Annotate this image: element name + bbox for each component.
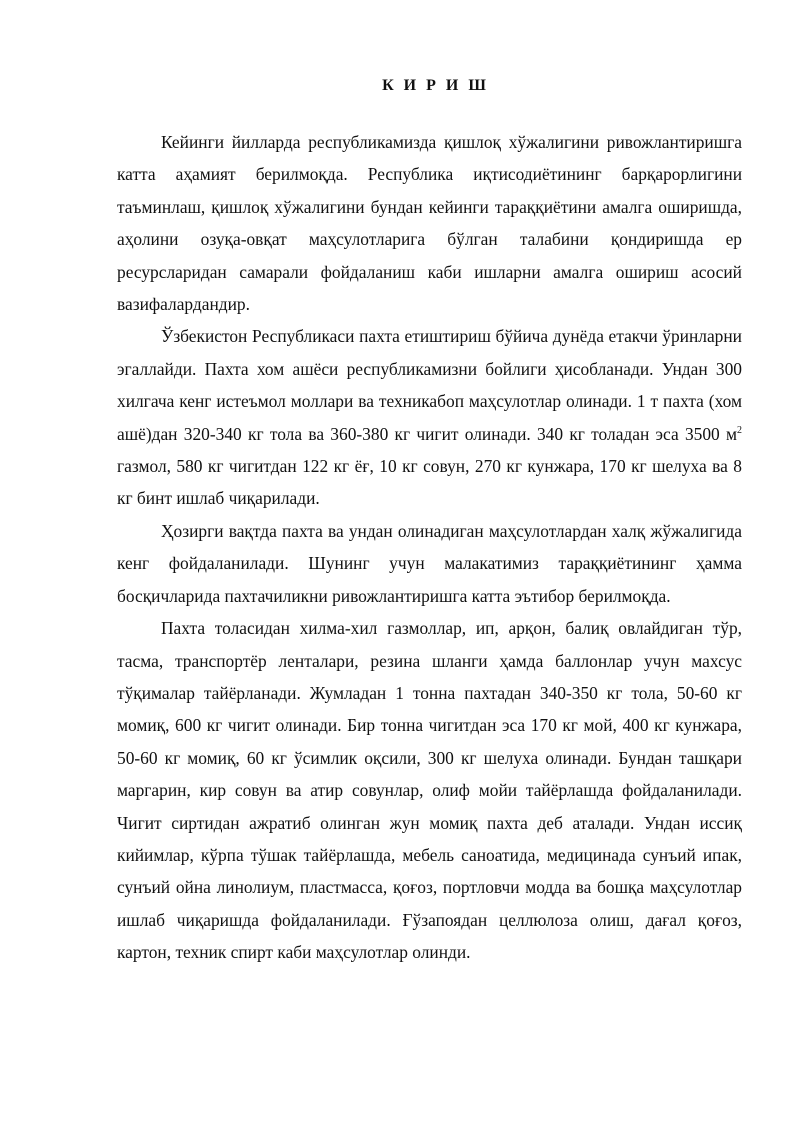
page-title: К И Р И Ш [382,77,489,94]
document-page [117,74,742,969]
paragraph-3: Ҳозирги вақтда пахта ва ундан олинадиган маҳсулотлардан халқ жўжалигида кенг фойдаланилади. Шунинг учун малакатимиз тараққиётининг ҳамма босқичларида пахтачиликни ривожлантиришга катта эътибор берилмоқда. [117,520,742,606]
paragraph-2 [117,320,742,514]
paragraph-2-text-b: газмол, 580 кг чигитдан 122 кг ёғ, 10 кг совун, 270 кг кунжара, 170 кг шелуха ва 8 кг бинт ишлаб чиқарилади. [117,456,742,509]
paragraph-4: Пахта толасидан хилма-хил газмоллар, ип, арқон, балиқ овлайдиган тўр, тасма, транспортёр ленталари, резина шланги ҳамда баллонлар учун махсус тўқималар тайёрланади. Жумладан 1 тонна пахтадан 340-350 кг тола, 50-60 кг момиқ, 600 кг чигит олинади. Бир тонна чигитдан эса 170 кг мой, 400 кг кунжара, 50-60 кг момиқ, 60 кг ўсимлик оқсили, 300 кг шелуха олинади. Бундан ташқари маргарин, кир совун ва атир совунлар, олиф мойи тайёрлашда фойдаланилади. Чигит сиртидан ажратиб олинган жун момиқ пахта деб аталади. Ундан иссиқ кийимлар, кўрпа тўшак тайёрлашда, мебель саноатида, медицинада сунъий ипак, сунъий ойна линолиум, пластмасса, қоғоз, портловчи модда ва бошқа маҳсулотлар ишлаб чиқаришда фойдаланилади. Ғўзапоядан целлюлоза олиш, дағал қоғоз, картон, техник спирт каби маҳсулотлар олинди. [117,618,742,963]
paragraph-2-text-a: Ўзбекистон Республикаси пахта етиштириш бўйича дунёда етакчи ўринларни эгаллайди. Пахта хом ашёси республикамизни бойлиги ҳисобланади. Ундан 300 хилгача кенг истеъмол моллари ва техникабоп маҳсулотлар олинади. 1 т пахта (хом ашё)дан 320-340 кг тола ва 360-380 кг чигит олинади. 340 кг толадан эса 3500 м [117,326,742,444]
paragraph-1: Кейинги йилларда республикамизда қишлоқ хўжалигини ривожлантиришга катта аҳамият берилмоқда. Республика иқтисодиётининг барқарорлигини таъминлаш, қишлоқ хўжалигини бундан кейинги тараққиётини амалга оширишда, аҳолини озуқа-овқат маҳсулотларига бўлган талабини қондиришда ер ресурсларидан самарали фойдаланиш каби ишларни амалга ошириш асосий вазифалардандир. [117,132,742,315]
superscript-square: 2 [737,424,742,436]
